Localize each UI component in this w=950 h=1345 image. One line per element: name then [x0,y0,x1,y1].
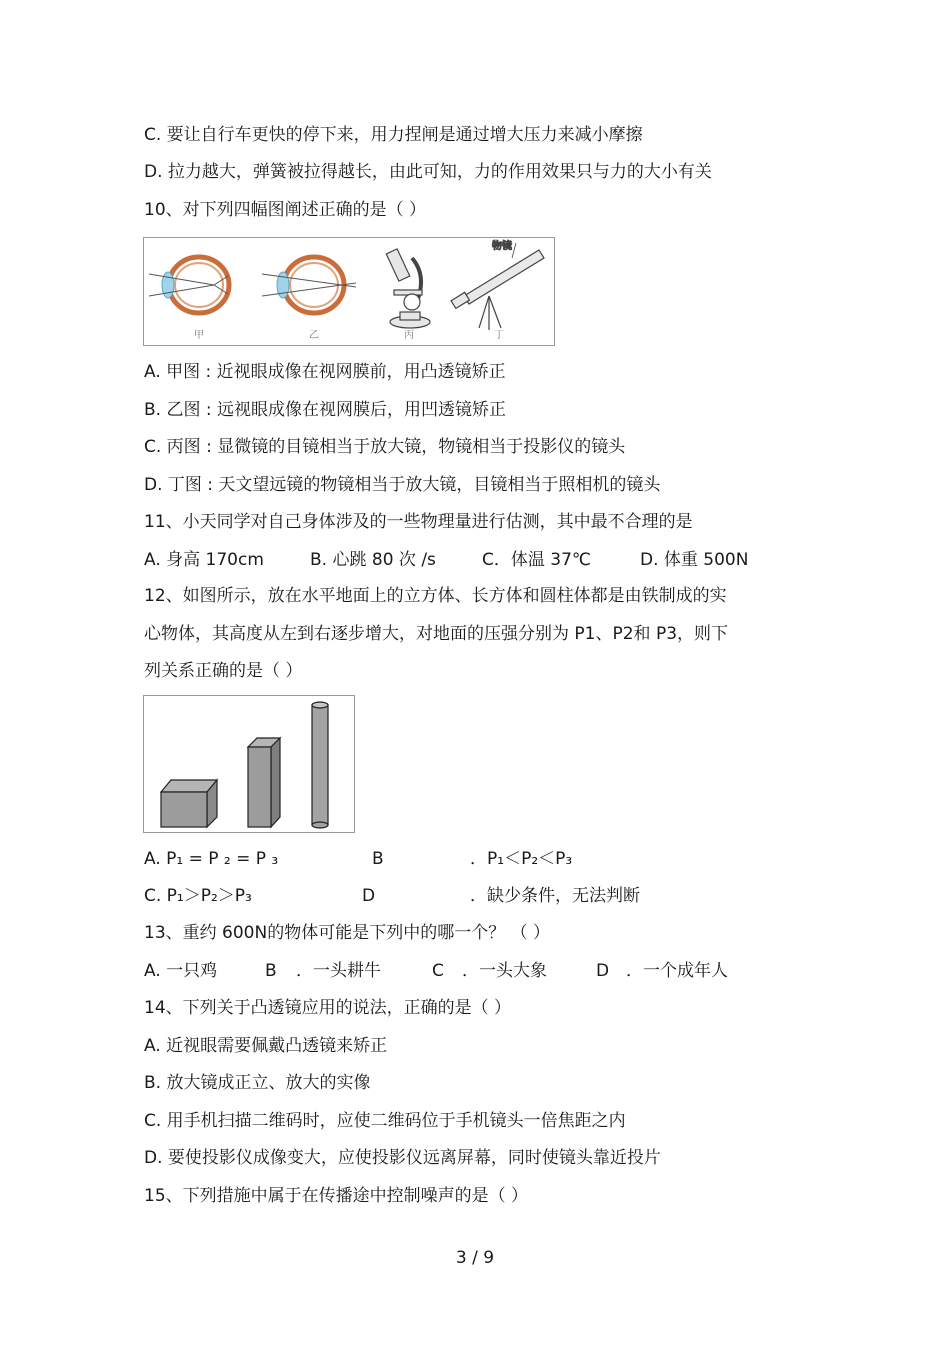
page-number: 3 / 9 [455,1248,495,1268]
figure-label-ding: 丁 [494,330,504,341]
question-12-option-b: ．P₁＜P₂＜P₃ [470,849,573,869]
question-13-option-b: ．一头耕牛 [296,961,381,981]
figure-label-yi: 乙 [309,330,319,341]
question-12-stem-line-1: 12、如图所示，放在水平地面上的立方体、长方体和圆柱体都是由铁制成的实 [144,586,727,606]
microscope-drawing [386,249,430,328]
question-10-option-a: A. 甲图 : 近视眼成像在视网膜前，用凸透镜矫正 [144,362,506,382]
question-13-option-a: A. 一只鸡 [144,961,218,981]
question-11-option-c: C．体温 37℃ [482,550,591,570]
figure-label-bing: 丙 [404,330,414,341]
optics-figure-svg [144,238,554,345]
cuboid-drawing [248,738,280,827]
question-12-option-d: ．缺少条件，无法判断 [470,886,640,906]
question-10-stem: 10、对下列四幅图阐述正确的是（ ） [144,200,427,220]
question-14-option-b: B. 放大镜成正立、放大的实像 [144,1073,371,1093]
question-13-option-b-letter: B [265,961,277,981]
question-11-stem: 11、小天同学对自己身体涉及的一些物理量进行估测，其中最不合理的是 [144,512,693,532]
question-12-stem-line-3: 列关系正确的是（ ） [144,661,303,681]
question-12-option-c: C. P₁＞P₂＞P₃ [144,886,252,906]
question-14-stem: 14、下列关于凸透镜应用的说法，正确的是（ ） [144,998,512,1018]
question-12-stem-line-2: 心物体，其高度从左到右逐步增大，对地面的压强分别为 P1、P2和 P3，则下 [144,624,729,644]
question-12-option-a: A. P₁ = P ₂ = P ₃ [144,849,279,869]
eye-hyperopia-diagram [262,257,356,313]
question-11-option-d: D. 体重 500N [640,550,749,570]
question-13-option-d: ．一个成年人 [626,961,728,981]
figure-label-jia: 甲 [194,330,204,341]
question-11-option-b: B. 心跳 80 次 /s [310,550,436,570]
question-14-option-d: D. 要使投影仪成像变大，应使投影仪远离屏幕，同时使镜头靠近投片 [144,1148,661,1168]
question-15-stem: 15、下列措施中属于在传播途中控制噪声的是（ ） [144,1186,529,1206]
question-11-option-a: A. 身高 170cm [144,550,264,570]
objective-label: 物镜 [492,241,512,252]
solids-figure-svg [144,696,354,832]
telescope-drawing [451,239,544,330]
question-12-option-b-letter: B [372,849,384,869]
question-14-option-c: C. 用手机扫描二维码时，应使二维码位于手机镜头一倍焦距之内 [144,1111,626,1131]
eye-myopia-diagram [149,257,229,313]
question-10-option-c: C. 丙图 : 显微镜的目镜相当于放大镜，物镜相当于投影仪的镜头 [144,437,626,457]
question-12-option-d-letter: D [362,886,376,906]
question-9-option-c: C. 要让自行车更快的停下来，用力捏闸是通过增大压力来减小摩擦 [144,125,643,145]
question-9-option-d: D. 拉力越大，弹簧被拉得越长，由此可知，力的作用效果只与力的大小有关 [144,162,712,182]
question-10-figure [143,237,555,346]
question-14-option-a: A. 近视眼需要佩戴凸透镜来矫正 [144,1036,388,1056]
question-13-option-c-letter: C [432,961,444,981]
question-13-option-d-letter: D [596,961,610,981]
question-13-option-c: ．一头大象 [462,961,547,981]
question-10-option-d: D. 丁图 : 天文望远镜的物镜相当于放大镜，目镜相当于照相机的镜头 [144,475,661,495]
cylinder-drawing [312,702,328,828]
question-13-stem: 13、重约 600N的物体可能是下列中的哪一个？ （ ） [144,923,551,943]
question-12-figure [143,695,355,833]
cube-drawing [161,780,217,827]
question-10-option-b: B. 乙图 : 远视眼成像在视网膜后，用凹透镜矫正 [144,400,507,420]
